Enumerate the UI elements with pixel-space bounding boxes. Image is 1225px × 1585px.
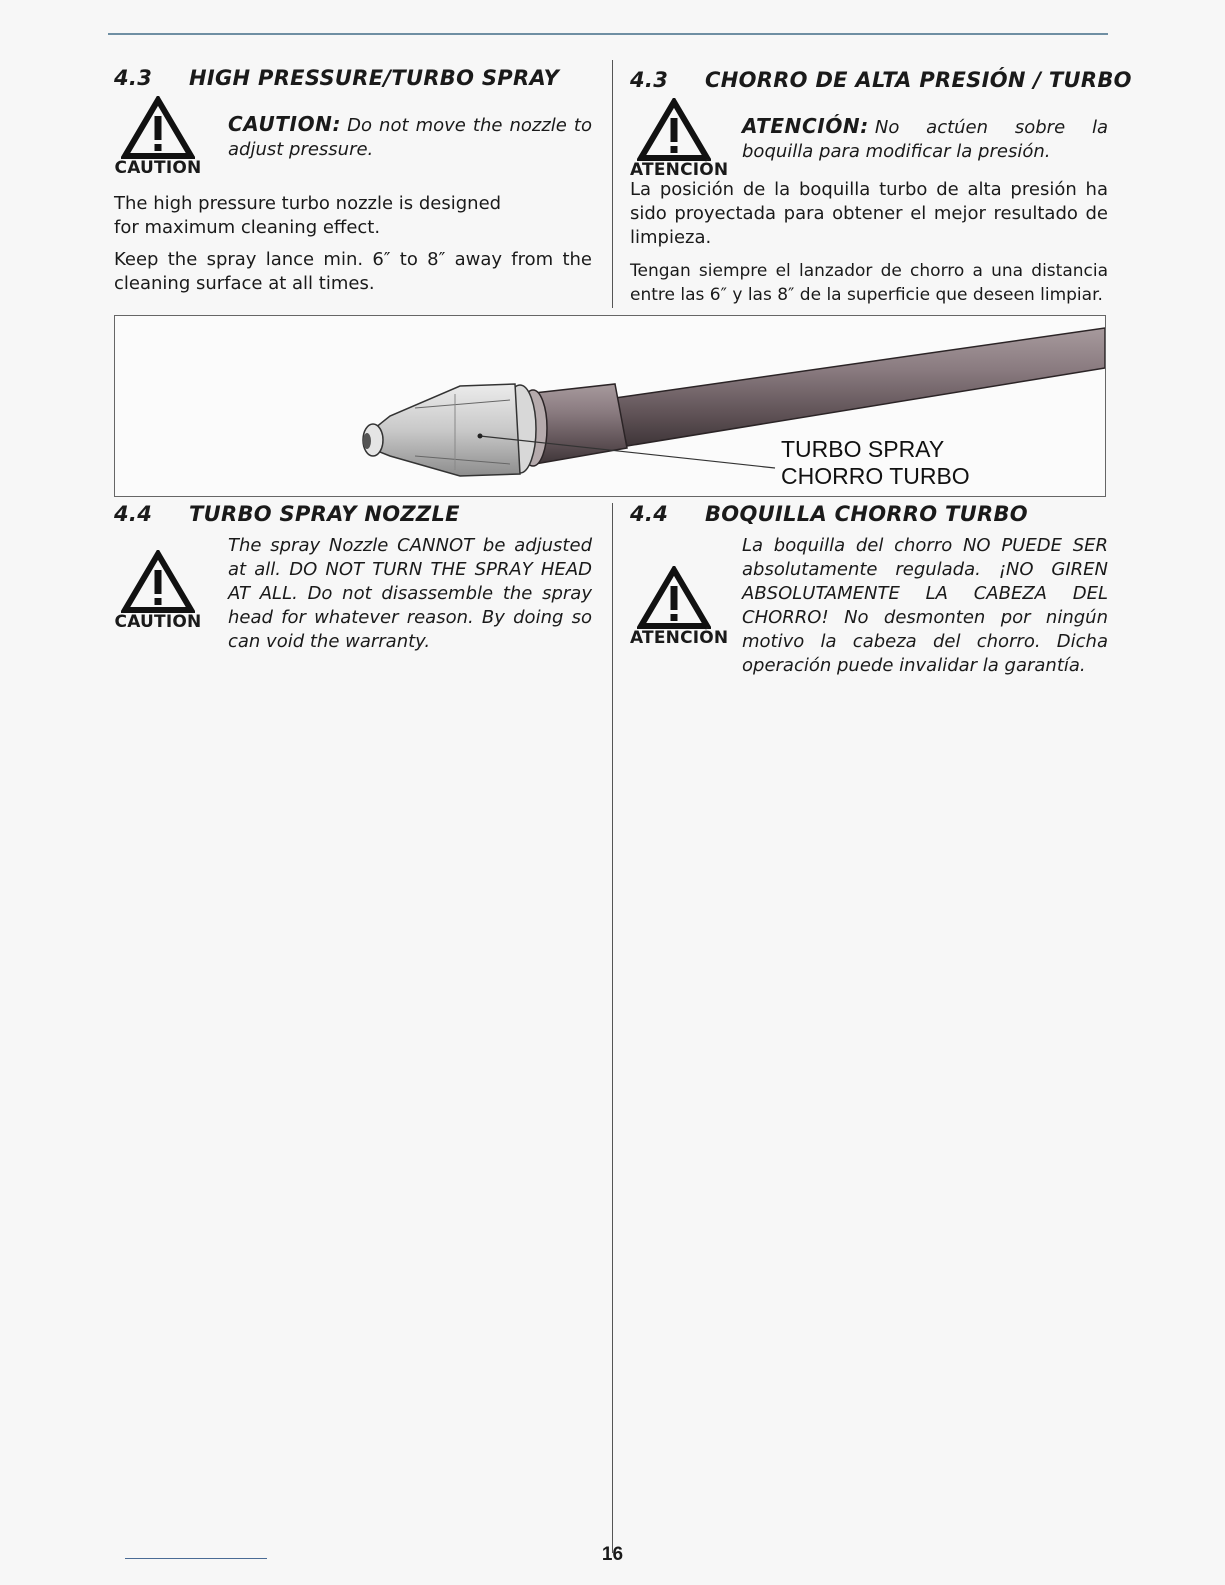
warning-label: ATENCIÓN [630, 160, 729, 180]
warning-label: ATENCIÓN [630, 628, 729, 648]
section-4-4-heading-en [114, 502, 460, 526]
section-title: CHORRO DE ALTA PRESIÓN / TURBO [705, 68, 1132, 92]
warning-label: CAUTION [114, 158, 202, 178]
paragraph-nozzle-design: The high pressure turbo nozzle is designed for maximum cleaning effect. [114, 193, 502, 238]
section-number: 4.4 [630, 502, 669, 526]
callout-spanish: CHORRO TURBO [781, 463, 970, 489]
caution-lead: ATENCIÓN: [742, 114, 869, 138]
warning-triangle-icon [114, 96, 202, 178]
warning-triangle-icon [630, 98, 729, 180]
caution-message: La boquilla del chorro NO PUEDE SER absolutamente regulada. ¡NO GIREN ABSOLUTAMENTE LA CABEZA DEL CHORRO! No desmonten por ningún motivo la cabeza del chorro. Dicha operación puede invalidar la garantía. [742, 535, 1108, 676]
column-divider-lower [612, 503, 613, 1553]
section-4-3-heading-es [630, 68, 1132, 92]
caution-message [742, 114, 1108, 164]
turbo-spray-figure [114, 315, 1106, 497]
warning-triangle-icon [630, 566, 729, 648]
footer-rule [125, 1558, 267, 1559]
caution-message [228, 112, 592, 162]
warning-triangle-icon [114, 550, 202, 632]
caution-body: No actúen sobre la boquilla para modificar la presión. [742, 117, 1108, 162]
turbo-spray-callout [781, 436, 970, 490]
section-title: TURBO SPRAY NOZZLE [189, 502, 460, 526]
section-title: BOQUILLA CHORRO TURBO [705, 502, 1028, 526]
section-number: 4.3 [630, 68, 669, 92]
paragraph-nozzle-design: La posición de la boquilla turbo de alta presión ha sido proyectada para obtener el mejor resultado de limpieza. [630, 179, 1108, 248]
section-4-3-heading-en [114, 66, 559, 90]
paragraph-lance-distance: Keep the spray lance min. 6″ to 8″ away from the cleaning surface at all times. [114, 249, 592, 294]
callout-english: TURBO SPRAY [781, 436, 945, 462]
caution-body: Do not move the nozzle to adjust pressure. [228, 115, 592, 160]
page-number: 16 [601, 1544, 624, 1565]
section-number: 4.4 [114, 502, 153, 526]
caution-message: The spray Nozzle CANNOT be adjusted at all. DO NOT TURN THE SPRAY HEAD AT ALL. Do not disassemble the spray head for whatever reason. By doing so can void the warranty. [228, 535, 592, 652]
section-title: HIGH PRESSURE/TURBO SPRAY [189, 66, 560, 90]
section-4-4-heading-es [630, 502, 1028, 526]
section-number: 4.3 [114, 66, 153, 90]
caution-lead: CAUTION: [228, 112, 342, 136]
warning-label: CAUTION [114, 612, 202, 632]
top-rule [108, 33, 1108, 35]
paragraph-lance-distance: Tengan siempre el lanzador de chorro a una distancia entre las 6″ y las 8″ de la superficie que deseen limpiar. [630, 261, 1108, 305]
column-divider-upper [612, 60, 613, 308]
